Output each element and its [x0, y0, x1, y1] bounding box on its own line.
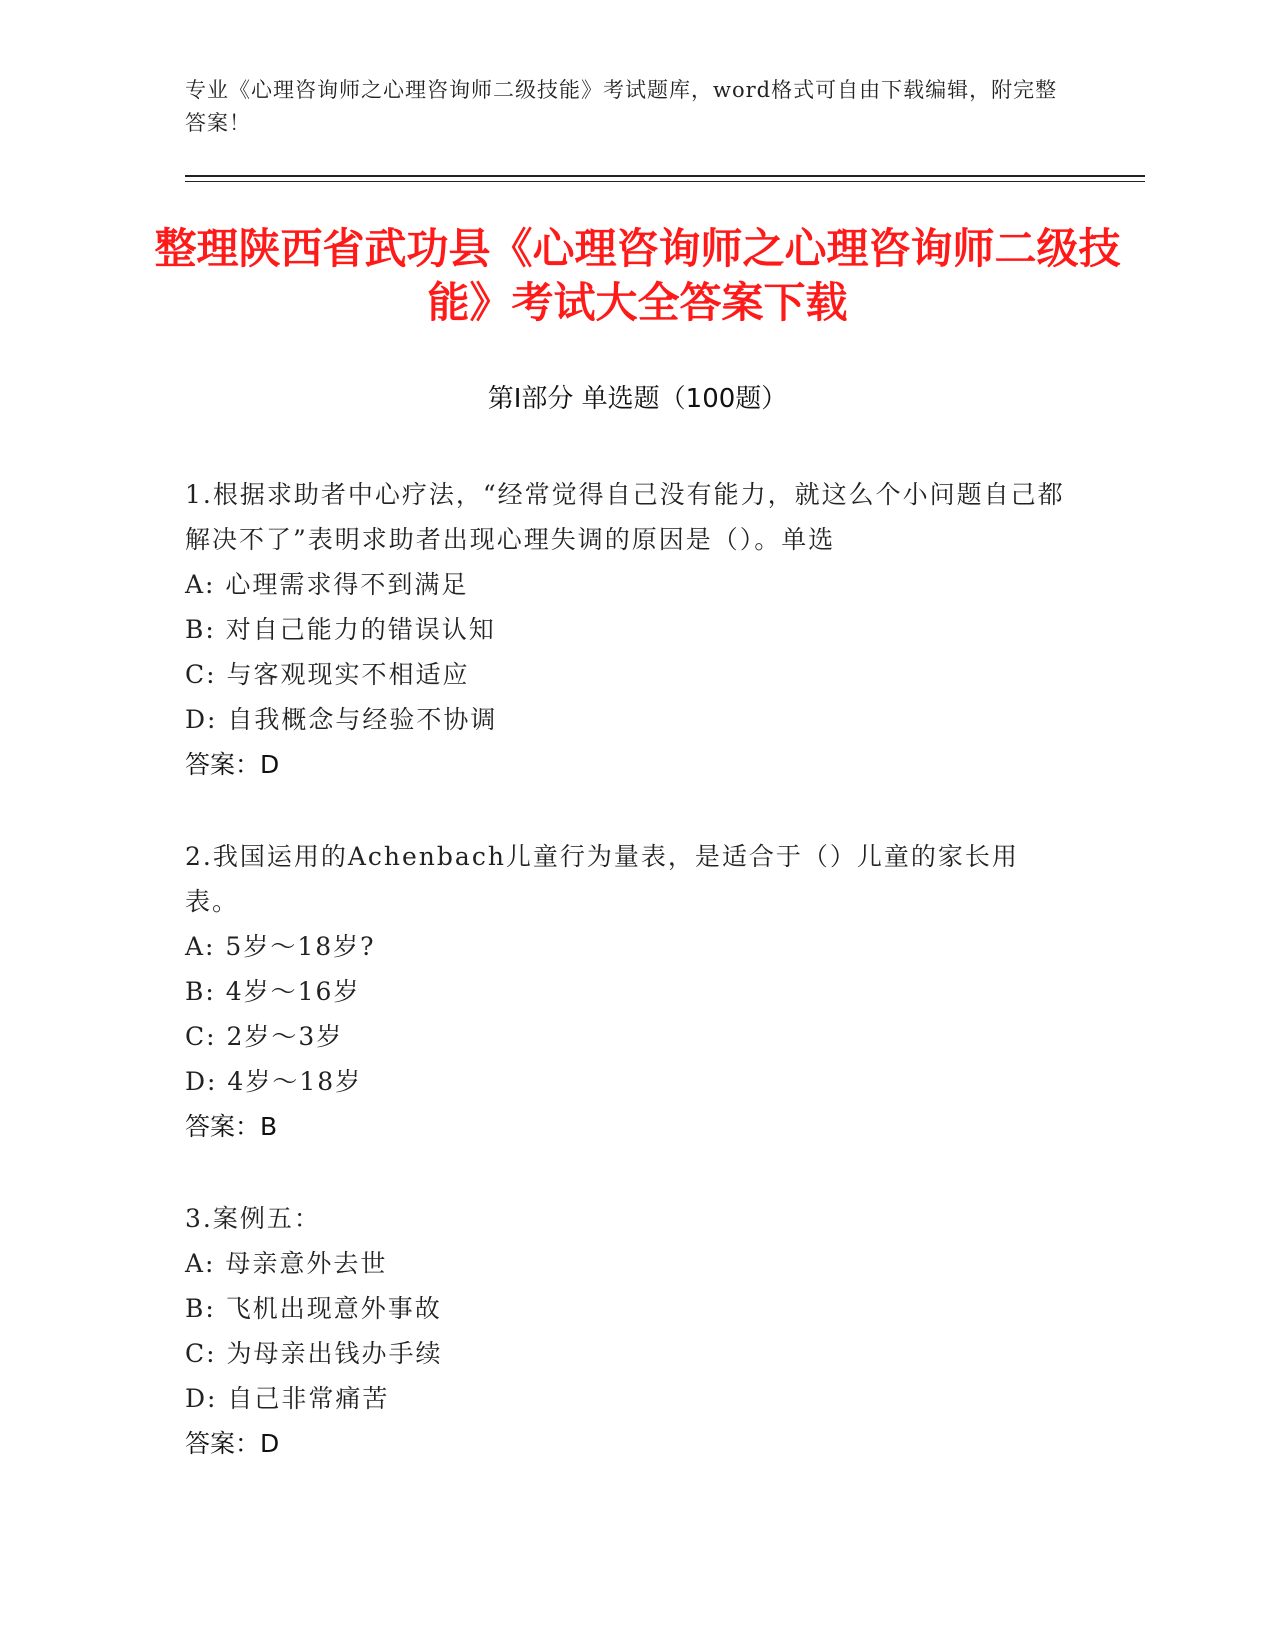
section-heading: 第I部分 单选题（100题）: [487, 384, 788, 414]
option-a: A: 母亲意外去世: [185, 1249, 388, 1278]
header-note: 专业《心理咨询师之心理咨询师二级技能》考试题库，word格式可自由下载编辑，附完整答案！: [185, 78, 1058, 135]
question-1: [185, 472, 1065, 787]
option-d: D: 自我概念与经验不协调: [185, 705, 498, 734]
option-b: B: 4岁～16岁: [185, 977, 361, 1006]
document-title: 整理陕西省武功县《心理咨询师之心理咨询师二级技能》考试大全答案下载: [154, 224, 1121, 327]
option-c: C: 2岁～3岁: [185, 1022, 344, 1051]
question-3: [185, 1196, 1065, 1466]
option-b: B: 对自己能力的错误认知: [185, 615, 496, 644]
question-2: [185, 834, 1065, 1149]
header-divider-thick: [185, 175, 1145, 177]
option-d: D: 4岁～18岁: [185, 1067, 363, 1096]
option-c: C: 为母亲出钱办手续: [185, 1339, 443, 1368]
option-d: D: 自己非常痛苦: [185, 1384, 390, 1413]
option-a: A: 5岁～18岁?: [185, 932, 376, 961]
question-stem: 1.根据求助者中心疗法，“经常觉得自己没有能力，就这么个小问题自己都解决不了”表明求助者出现心理失调的原因是（）。单选: [185, 480, 1065, 554]
option-b: B: 飞机出现意外事故: [185, 1294, 442, 1323]
option-c: C: 与客观现实不相适应: [185, 660, 470, 689]
question-stem: 2.我国运用的Achenbach儿童行为量表，是适合于（）儿童的家长用表。: [185, 842, 1019, 916]
answer: 答案：B: [185, 1112, 278, 1141]
answer: 答案：D: [185, 750, 280, 779]
option-a: A: 心理需求得不到满足: [185, 570, 469, 599]
question-stem: 3.案例五：: [185, 1204, 321, 1233]
header-divider-thin: [185, 181, 1145, 182]
answer: 答案：D: [185, 1429, 280, 1458]
